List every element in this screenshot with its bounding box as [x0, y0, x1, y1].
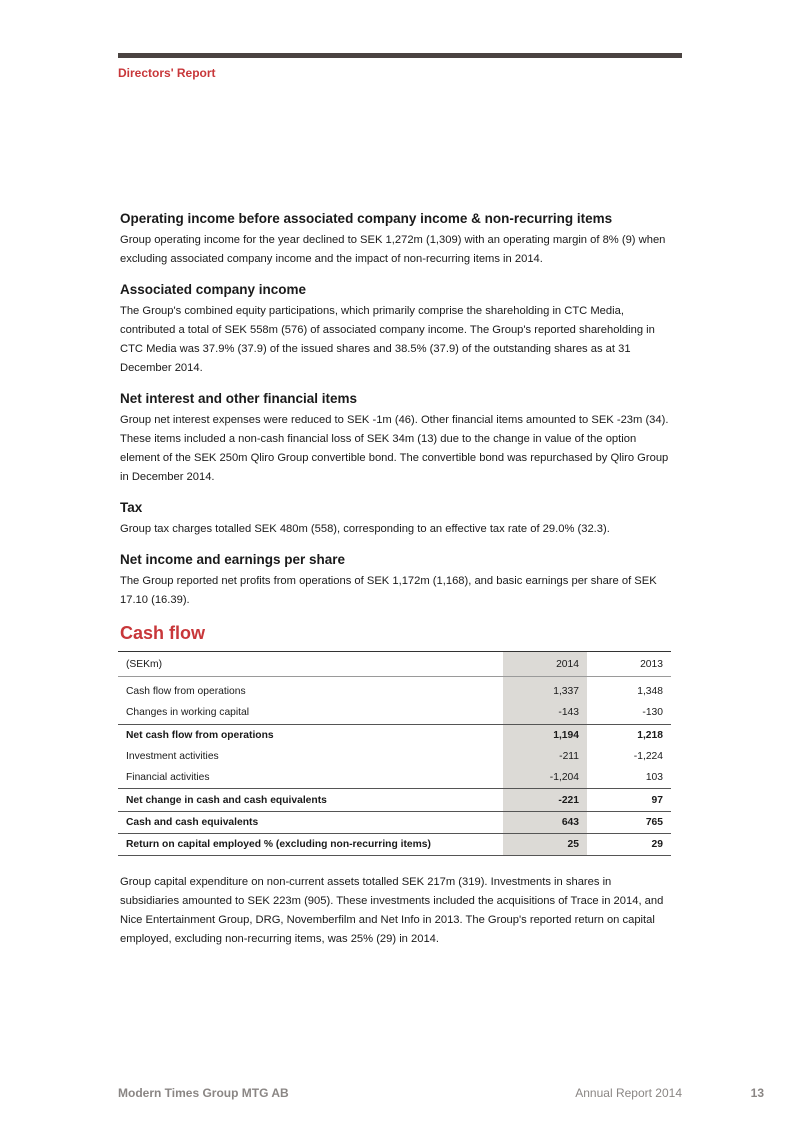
row-label: Changes in working capital [126, 707, 250, 719]
section-body: Group net interest expenses were reduced to SEK -1m (46). Other financial items amounted to SEK -23m (34). These items included a non-cash financial loss of SEK 34m (13) due to the change in value of the option element of the SEK 250m Qliro Group convertible bond. The convertible bond was repurchased by Qliro Group in December 2014. [120, 414, 669, 483]
section-heading: Associated company income [120, 282, 307, 297]
footer-report-title: Annual Report 2014 [575, 1086, 682, 1100]
section-tax [120, 500, 670, 539]
cell-2013: 29 [587, 834, 671, 856]
section-net-income [120, 552, 670, 610]
cell-2014: -211 [503, 746, 587, 767]
cell-2013: 103 [645, 772, 663, 784]
row-label: Net cash flow from operations [118, 724, 503, 746]
cell-2014: -221 [503, 789, 587, 811]
table-row [118, 677, 671, 703]
row-label: Return on capital employed % (excluding non-recurring items) [118, 834, 503, 856]
main-content [120, 211, 670, 949]
page-number: 13 [750, 1086, 764, 1100]
column-header: 2014 [503, 652, 587, 677]
section-body: Group tax charges totalled SEK 480m (558), corresponding to an effective tax rate of 29.0% (32.3). [120, 523, 610, 535]
cell-2014: 25 [503, 834, 587, 856]
section-heading: Operating income before associated company income & non-recurring items [120, 211, 613, 226]
table-row-total [118, 834, 671, 856]
cell-2014: 1,194 [503, 724, 587, 746]
section-body: Group operating income for the year declined to SEK 1,272m (1,309) with an operating margin of 8% (9) when excluding associated company income and the impact of non-recurring items in 2014. [120, 234, 666, 265]
cell-2013: -1,224 [633, 751, 663, 763]
cashflow-title: Cash flow [120, 623, 206, 643]
section-net-interest [120, 391, 670, 487]
table-row-total [118, 724, 671, 746]
section-heading: Net interest and other financial items [120, 391, 358, 406]
table-row [118, 767, 671, 789]
row-label: Net change in cash and cash equivalents [118, 789, 503, 811]
cell-2013: -130 [642, 707, 663, 719]
cell-2014: 1,337 [503, 677, 587, 703]
table-header-row [118, 652, 671, 677]
section-body: The Group's combined equity participations, which primarily comprise the shareholding in CTC Media, contributed a total of SEK 558m (576) of associated company income. The Group's reported shareholding in CTC Media was 37.9% (37.9) of the issued shares and 38.5% (37.9) of the outstanding shares as at 31 December 2014. [120, 305, 655, 374]
row-label: Financial activities [126, 772, 210, 784]
table-row [118, 746, 671, 767]
cell-2014: 643 [503, 811, 587, 833]
row-label: Investment activities [126, 751, 219, 763]
section-heading: Tax [120, 500, 143, 515]
row-label: Cash flow from operations [126, 686, 246, 698]
cell-2013: 1,348 [637, 686, 663, 698]
cell-2014: -1,204 [503, 767, 587, 789]
cell-2013: 1,218 [587, 724, 671, 746]
column-header: (SEKm) [118, 652, 503, 677]
section-heading: Net income and earnings per share [120, 552, 346, 567]
section-body: The Group reported net profits from operations of SEK 1,172m (1,168), and basic earnings per share of SEK 17.10 (16.39). [120, 575, 657, 606]
column-header: 2013 [587, 652, 671, 677]
footer-company: Modern Times Group MTG AB [118, 1086, 289, 1100]
cashflow-table [118, 651, 671, 856]
table-row [118, 702, 671, 724]
table-row-total [118, 811, 671, 833]
cell-2013: 765 [587, 811, 671, 833]
row-label: Cash and cash equivalents [118, 811, 503, 833]
section-operating-income [120, 211, 670, 269]
header-rule [118, 53, 682, 58]
table-row-total [118, 789, 671, 811]
cell-2013: 97 [587, 789, 671, 811]
cashflow-commentary: Group capital expenditure on non-current assets totalled SEK 217m (319). Investments in shares in subsidiaries amounted to SEK 223m (905). These investments included the acquisitions of Trace in 2014, and Nice Entertainment Group, DRG, Novemberfilm and Net Info in 2013. The Group's reported return on capital employed, excluding non-recurring items, was 25% (29) in 2014. [120, 876, 664, 946]
cell-2014: -143 [503, 702, 587, 724]
section-label: Directors' Report [118, 66, 216, 80]
section-associated-income [120, 282, 670, 378]
